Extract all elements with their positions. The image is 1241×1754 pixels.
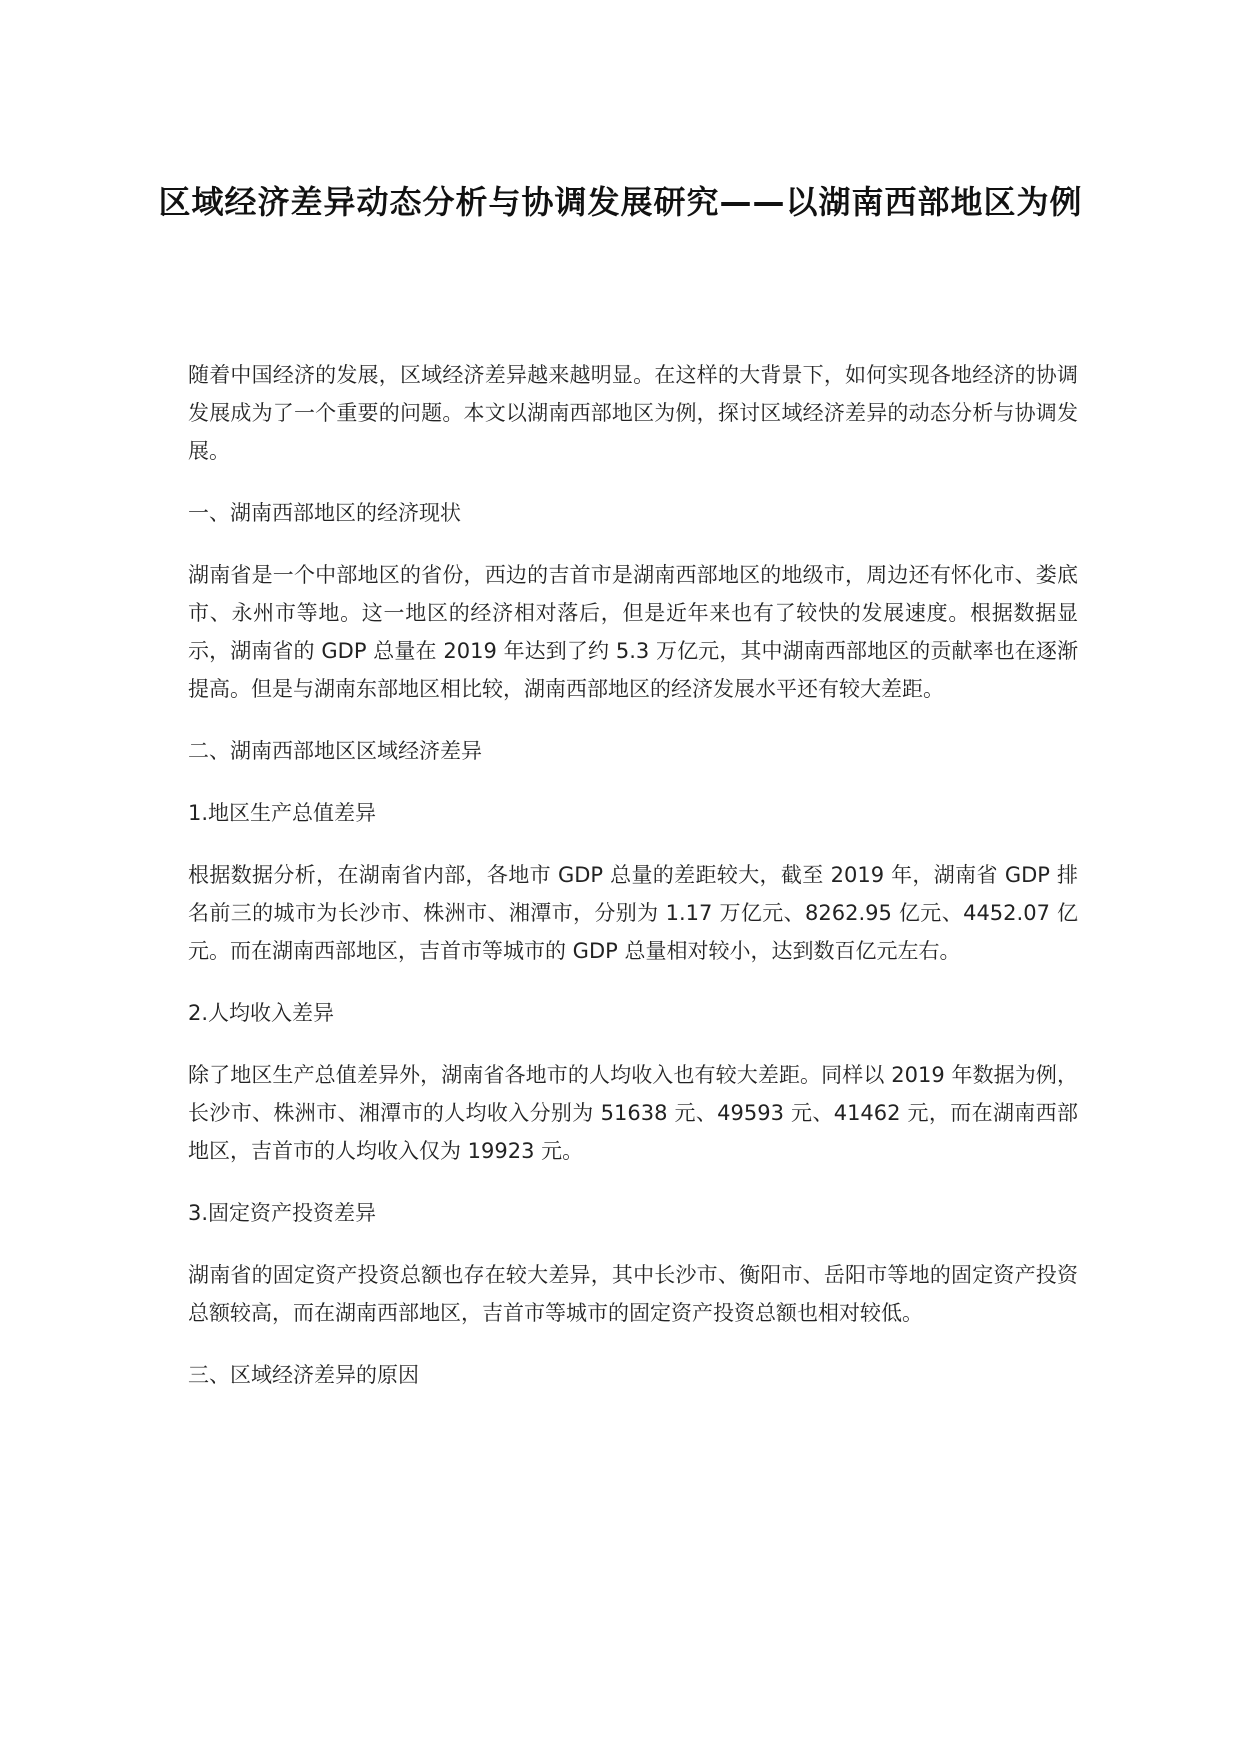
economic-status-paragraph: 湖南省是一个中部地区的省份，西边的吉首市是湖南西部地区的地级市，周边还有怀化市、娄底市、永州市等地。这一地区的经济相对落后，但是近年来也有了较快的发展速度。根据数据显示，湖南省的 GDP 总量在 2019 年达到了约 5.3 万亿元，其中湖南西部地区的贡献率也在逐渐提高。但是与湖南东部地区相比较，湖南西部地区的经济发展水平还有较大差距。	[188, 563, 1078, 701]
document-body	[188, 356, 1078, 1418]
investment-difference-paragraph: 湖南省的固定资产投资总额也存在较大差异，其中长沙市、衡阳市、岳阳市等地的固定资产投资总额较高，而在湖南西部地区，吉首市等城市的固定资产投资总额也相对较低。	[188, 1263, 1078, 1325]
section-heading-regional-differences: 二、湖南西部地区区域经济差异	[188, 739, 482, 763]
subheading-investment-difference: 3.固定资产投资差异	[188, 1201, 377, 1225]
gdp-difference-paragraph: 根据数据分析，在湖南省内部，各地市 GDP 总量的差距较大，截至 2019 年，湖南省 GDP 排名前三的城市为长沙市、株洲市、湘潭市，分别为 1.17 万亿元、8262.95 亿元、4452.07 亿元。而在湖南西部地区，吉首市等城市的 GDP 总量相对较小，达到数百亿元左右。	[188, 863, 1078, 963]
section-heading-economic-status: 一、湖南西部地区的经济现状	[188, 501, 461, 525]
subheading-income-difference: 2.人均收入差异	[188, 1001, 335, 1025]
intro-paragraph: 随着中国经济的发展，区域经济差异越来越明显。在这样的大背景下，如何实现各地经济的协调发展成为了一个重要的问题。本文以湖南西部地区为例，探讨区域经济差异的动态分析与协调发展。	[188, 363, 1078, 463]
income-difference-paragraph: 除了地区生产总值差异外，湖南省各地市的人均收入也有较大差距。同样以 2019 年数据为例，长沙市、株洲市、湘潭市的人均收入分别为 51638 元、49593 元、41462 元，而在湖南西部地区，吉首市的人均收入仅为 19923 元。	[188, 1063, 1078, 1163]
section-heading-causes: 三、区域经济差异的原因	[188, 1363, 419, 1387]
subheading-gdp-difference: 1.地区生产总值差异	[188, 801, 377, 825]
document-title: 区域经济差异动态分析与协调发展研究——以湖南西部地区为例	[158, 183, 1083, 221]
